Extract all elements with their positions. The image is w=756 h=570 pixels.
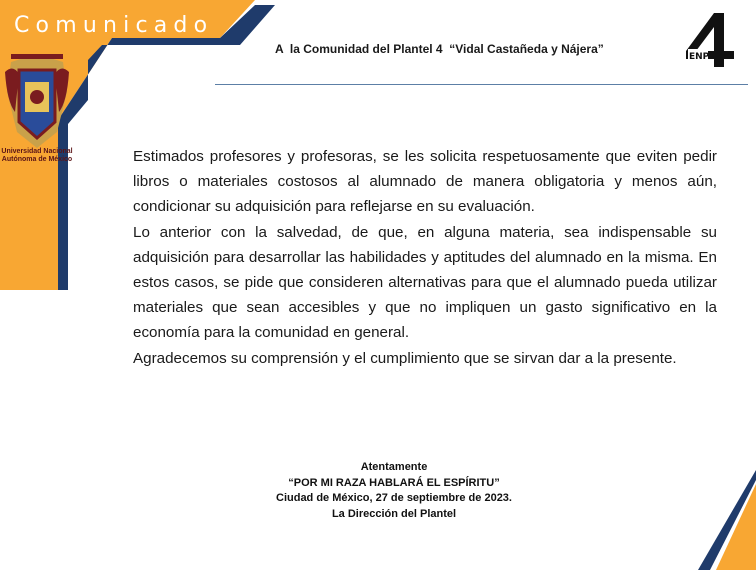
corner-orange-band [716, 484, 756, 570]
closing-line-motto: “POR MI RAZA HABLARÁ EL ESPÍRITU” [288, 476, 500, 489]
crest-caption-line1: Universidad Nacional [1, 148, 73, 155]
banner-title: Comunicado [14, 13, 214, 38]
crest-caption-line2: Autónoma de México [1, 155, 73, 163]
closing-line-date: Ciudad de México, 27 de septiembre de 2023. [276, 492, 512, 504]
body-paragraph: Estimados profesores y profesoras, se les solicita respetuosamente que eviten pedir libros o materiales costosos al alumnado de manera obligatoria y menos aún, condicionar su adquisición para reflejarse en su evaluación. [133, 148, 717, 216]
closing-line-signatory: La Dirección del Plantel [331, 507, 457, 520]
body-paragraph: Agradecemos su comprensión y el cumplimiento que se sirvan dar a la presente. [133, 349, 677, 367]
footer-corner-graphic [646, 470, 756, 570]
communique-body [133, 144, 717, 371]
crest-caption [0, 148, 74, 163]
body-paragraph: Lo anterior con la salvedad, de que, en alguna materia, sea indispensable su adquisición para desarrollar las habilidades y aptitudes del alumnado en la misma. En estos casos, se pide que consideren alternativas para que el alumnado pueda utilizar materiales que sean accesibles y que no impliquen un gasto significativo en la economía para la comunidad en general. [133, 223, 717, 342]
svg-text:ENP: ENP [689, 52, 710, 62]
page-heading: A la Comunidad del Plantel 4 “Vidal Castañeda y Nájera” [275, 42, 604, 56]
closing-signature [200, 460, 588, 522]
enp-plantel-4-logo [684, 11, 740, 71]
closing-line-atentamente: Atentamente [360, 461, 428, 473]
header-divider [215, 84, 748, 85]
